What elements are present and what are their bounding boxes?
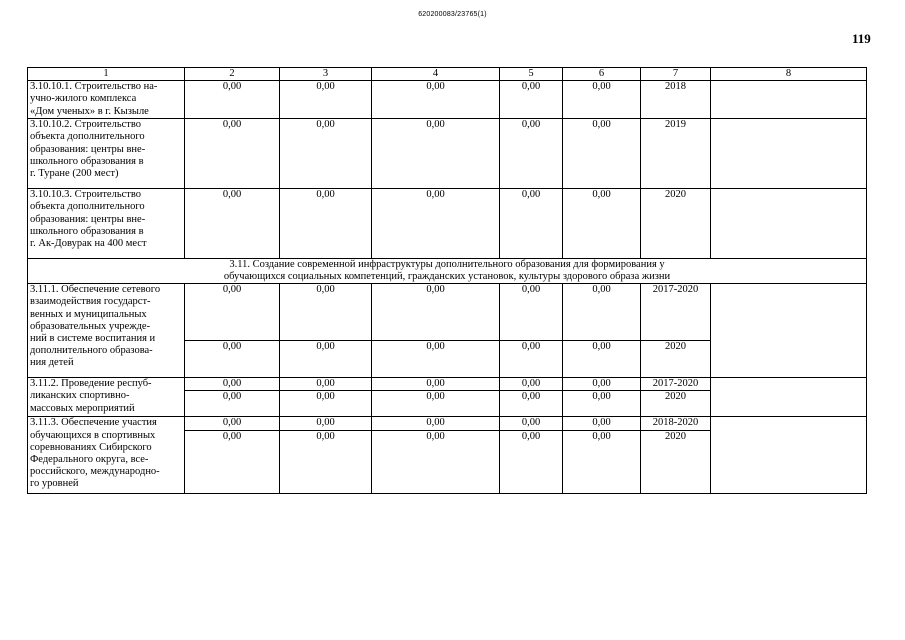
value-cell: 0,00 xyxy=(185,119,280,189)
value-cell: 0,00 xyxy=(185,378,280,391)
table-row xyxy=(28,189,867,259)
year-cell: 2018 xyxy=(641,81,711,119)
value-cell: 0,00 xyxy=(280,119,372,189)
value-cell: 0,00 xyxy=(185,341,280,378)
value-cell: 0,00 xyxy=(185,417,280,430)
column-header: 8 xyxy=(711,68,867,81)
row-description: 3.11.1. Обеспечение сетевого взаимодействия государст- венных и муниципальных образовательных учрежде- ний в системе воспитания и дополнительного образова- ния детей xyxy=(28,284,185,378)
column-header: 1 xyxy=(28,68,185,81)
column-header: 7 xyxy=(641,68,711,81)
value-cell: 0,00 xyxy=(500,81,563,119)
note-cell xyxy=(711,189,867,259)
value-cell: 0,00 xyxy=(372,391,500,417)
value-cell: 0,00 xyxy=(280,391,372,417)
value-cell: 0,00 xyxy=(280,189,372,259)
column-header: 4 xyxy=(372,68,500,81)
value-cell: 0,00 xyxy=(185,81,280,119)
value-cell: 0,00 xyxy=(280,417,372,430)
row-description: 3.10.10.1. Строительство на- учно-жилого комплекса «Дом ученых» в г. Кызыле xyxy=(28,81,185,119)
table-row xyxy=(28,119,867,189)
value-cell: 0,00 xyxy=(563,81,641,119)
value-cell: 0,00 xyxy=(563,391,641,417)
value-cell: 0,00 xyxy=(563,341,641,378)
table-row xyxy=(28,417,867,430)
note-cell xyxy=(711,417,867,493)
row-description: 3.11.3. Обеспечение участия обучающихся в спортивных соревнованиях Сибирского Федерального округа, все- российского, международно- го уровней xyxy=(28,417,185,493)
value-cell: 0,00 xyxy=(185,284,280,341)
value-cell: 0,00 xyxy=(500,417,563,430)
year-cell: 2017-2020 xyxy=(641,284,711,341)
table-row xyxy=(28,81,867,119)
value-cell: 0,00 xyxy=(372,81,500,119)
section-title: 3.11. Создание современной инфраструктуры дополнительного образования для формирования у обучающихся социальных компетенций, гражданских установок, культуры здорового образа жизни xyxy=(28,259,867,284)
value-cell: 0,00 xyxy=(563,378,641,391)
value-cell: 0,00 xyxy=(500,391,563,417)
row-description: 3.11.2. Проведение респуб- ликанских спортивно- массовых мероприятий xyxy=(28,378,185,417)
value-cell: 0,00 xyxy=(563,430,641,493)
value-cell: 0,00 xyxy=(372,119,500,189)
value-cell: 0,00 xyxy=(280,430,372,493)
budget-table xyxy=(27,67,867,494)
note-cell xyxy=(711,81,867,119)
year-cell: 2017-2020 xyxy=(641,378,711,391)
value-cell: 0,00 xyxy=(563,189,641,259)
year-cell: 2018-2020 xyxy=(641,417,711,430)
value-cell: 0,00 xyxy=(372,417,500,430)
value-cell: 0,00 xyxy=(372,430,500,493)
value-cell: 0,00 xyxy=(372,378,500,391)
value-cell: 0,00 xyxy=(500,119,563,189)
value-cell: 0,00 xyxy=(500,430,563,493)
note-cell xyxy=(711,284,867,378)
year-cell: 2020 xyxy=(641,391,711,417)
value-cell: 0,00 xyxy=(280,378,372,391)
value-cell: 0,00 xyxy=(500,378,563,391)
row-description: 3.10.10.3. Строительство объекта дополнительного образования: центры вне- школьного образования в г. Ак-Довурак на 400 мест xyxy=(28,189,185,259)
table-row xyxy=(28,378,867,391)
value-cell: 0,00 xyxy=(280,284,372,341)
column-header: 6 xyxy=(563,68,641,81)
row-description: 3.10.10.2. Строительство объекта дополнительного образования: центры вне- школьного образования в г. Туране (200 мест) xyxy=(28,119,185,189)
year-cell: 2020 xyxy=(641,189,711,259)
year-cell: 2020 xyxy=(641,430,711,493)
value-cell: 0,00 xyxy=(280,81,372,119)
note-cell xyxy=(711,378,867,417)
header-row xyxy=(28,68,867,81)
value-cell: 0,00 xyxy=(185,430,280,493)
column-header: 2 xyxy=(185,68,280,81)
table-row xyxy=(28,284,867,341)
year-cell: 2020 xyxy=(641,341,711,378)
value-cell: 0,00 xyxy=(372,189,500,259)
column-header: 3 xyxy=(280,68,372,81)
note-cell xyxy=(711,119,867,189)
section-row xyxy=(28,259,867,284)
column-header: 5 xyxy=(500,68,563,81)
value-cell: 0,00 xyxy=(563,417,641,430)
document-id: 620200083/23765(1) xyxy=(418,11,487,18)
value-cell: 0,00 xyxy=(500,189,563,259)
value-cell: 0,00 xyxy=(185,189,280,259)
value-cell: 0,00 xyxy=(563,284,641,341)
value-cell: 0,00 xyxy=(185,391,280,417)
value-cell: 0,00 xyxy=(280,341,372,378)
value-cell: 0,00 xyxy=(500,284,563,341)
value-cell: 0,00 xyxy=(500,341,563,378)
year-cell: 2019 xyxy=(641,119,711,189)
page-number: 119 xyxy=(852,31,871,46)
value-cell: 0,00 xyxy=(372,341,500,378)
value-cell: 0,00 xyxy=(563,119,641,189)
value-cell: 0,00 xyxy=(372,284,500,341)
